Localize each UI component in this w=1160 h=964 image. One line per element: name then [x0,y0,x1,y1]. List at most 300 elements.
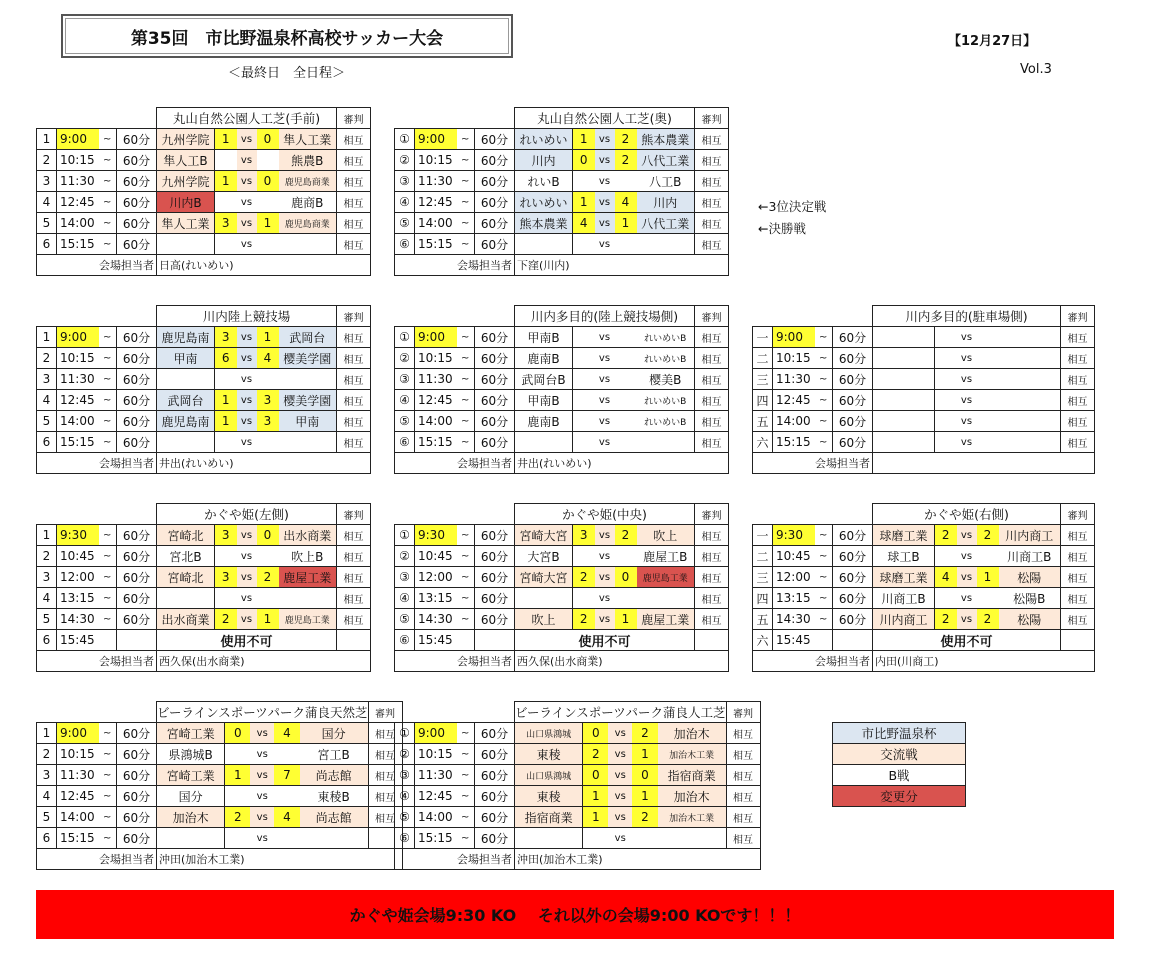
table-row [37,129,371,150]
duration: 60分 [117,744,157,765]
away-team: 川内商工 [999,525,1061,546]
vs-label: vs [237,192,257,213]
home-score: 1 [225,765,251,786]
home-score [573,348,595,369]
vs-label: vs [957,546,977,567]
staff-name: 下窪(川内) [515,255,729,276]
away-score: 3 [257,390,279,411]
staff-name: 西久保(出水商業) [515,651,729,672]
home-team: 宮北B [157,546,215,567]
staff-name: 井出(れいめい) [157,453,371,474]
staff-name: 内田(川商工) [873,651,1095,672]
tilde: ~ [457,828,475,849]
kickoff-time: 10:15 [57,744,99,765]
table-row [395,807,761,828]
row-number: ⑤ [395,411,415,432]
table-row [37,546,371,567]
row-number: 4 [37,588,57,609]
judge-cell: 相互 [337,171,371,192]
away-score [615,546,637,567]
table-row [37,630,371,651]
away-team: 鹿児島工業 [279,609,337,630]
judge-cell: 相互 [695,129,729,150]
kickoff-time: 13:15 [57,588,99,609]
table-row [753,609,1095,630]
table-row [753,630,1095,651]
vs-label: vs [595,213,615,234]
home-team: 指宿商業 [515,807,583,828]
away-team [300,828,368,849]
home-score: 1 [215,171,237,192]
home-score: 3 [215,327,237,348]
header-blank [753,504,873,525]
kickoff-time: 11:30 [415,369,457,390]
away-team: 熊本農業 [637,129,695,150]
tilde: ~ [457,765,475,786]
duration: 60分 [117,588,157,609]
duration: 60分 [475,807,515,828]
row-number: ⑥ [395,828,415,849]
row-number: ② [395,150,415,171]
tilde: ~ [99,546,117,567]
tilde: ~ [457,432,475,453]
vs-label: vs [237,348,257,369]
kickoff-time: 10:45 [773,546,815,567]
venue-name: 川内多目的(陸上競技場側) [515,306,695,327]
judge-cell: 相互 [337,369,371,390]
staff-name: 沖田(加治木工業) [515,849,761,870]
judge-cell: 相互 [337,609,371,630]
duration: 60分 [117,567,157,588]
away-score: 4 [274,723,300,744]
duration: 60分 [117,786,157,807]
kickoff-time: 15:15 [415,828,457,849]
away-score: 2 [615,129,637,150]
kickoff-banner: かぐや姫会場9:30 KO それ以外の会場9:00 KOです！！！ [36,890,1114,939]
row-number: ① [395,525,415,546]
duration: 60分 [117,432,157,453]
home-team: 宮崎工業 [157,765,225,786]
venue-table [752,305,1095,474]
duration: 60分 [475,567,515,588]
vs-label: vs [237,432,257,453]
home-score: 2 [583,744,609,765]
row-number: 三 [753,369,773,390]
home-team: 九州学院 [157,129,215,150]
staff-label: 会場担当者 [395,651,515,672]
duration: 60分 [117,609,157,630]
page-title [61,14,513,58]
row-number: 二 [753,348,773,369]
tilde: ~ [99,369,117,390]
judge-cell: 相互 [1061,369,1095,390]
vs-label: vs [237,567,257,588]
judge-cell: 相互 [695,234,729,255]
duration: 60分 [833,609,873,630]
venue-table [36,107,371,276]
kickoff-time: 13:15 [773,588,815,609]
vs-label: vs [595,390,615,411]
row-number: ④ [395,588,415,609]
away-team: 樱美学園 [279,390,337,411]
row-number: ⑥ [395,234,415,255]
away-score: 2 [615,150,637,171]
home-team: 球工B [873,546,935,567]
judge-cell: 相互 [1061,525,1095,546]
judge-cell: 相互 [1061,588,1095,609]
home-team: 甲南 [157,348,215,369]
tilde: ~ [99,234,117,255]
away-team: 出水商業 [279,525,337,546]
duration: 60分 [117,234,157,255]
table-row [395,192,729,213]
home-team: 山口県鴻城 [515,723,583,744]
tilde: ~ [457,327,475,348]
home-score: 2 [935,609,957,630]
away-team [999,411,1061,432]
table-row [753,390,1095,411]
duration: 60分 [117,390,157,411]
row-number: 一 [753,327,773,348]
home-team [873,432,935,453]
home-score: 0 [225,723,251,744]
judge-header: 審判 [695,108,729,129]
row-number: 2 [37,150,57,171]
duration: 60分 [833,525,873,546]
away-team: 尚志館 [300,765,368,786]
kickoff-time: 15:15 [415,432,457,453]
home-team: 隼人工B [157,150,215,171]
home-team: 武岡台B [515,369,573,390]
away-team [279,588,337,609]
tilde: ~ [815,348,833,369]
vs-label: vs [595,411,615,432]
staff-label: 会場担当者 [37,849,157,870]
tilde: ~ [99,213,117,234]
venue-table [752,503,1095,672]
table-row [395,567,729,588]
tilde: ~ [815,390,833,411]
duration: 60分 [117,129,157,150]
away-score [257,588,279,609]
staff-name: 日高(れいめい) [157,255,371,276]
home-team [157,588,215,609]
tilde: ~ [457,588,475,609]
venue-name: かぐや姫(中央) [515,504,695,525]
table-row [753,432,1095,453]
duration: 60分 [117,348,157,369]
table-row [395,348,729,369]
tilde: ~ [457,213,475,234]
vs-label: vs [957,609,977,630]
away-team: 樱美学園 [279,348,337,369]
vs-label: vs [957,525,977,546]
home-score: 1 [573,192,595,213]
table-row [395,390,729,411]
row-number: 四 [753,588,773,609]
tilde [99,630,117,651]
away-team [999,348,1061,369]
table-row [395,744,761,765]
home-score: 0 [583,723,609,744]
vs-label: vs [237,390,257,411]
kickoff-time: 10:45 [57,546,99,567]
away-team: 鹿児島商業 [279,213,337,234]
row-number: 1 [37,327,57,348]
tilde: ~ [815,567,833,588]
judge-cell: 相互 [695,150,729,171]
kickoff-time: 9:00 [57,723,99,744]
table-row [37,432,371,453]
tilde: ~ [99,150,117,171]
duration: 60分 [833,567,873,588]
home-score [573,432,595,453]
duration: 60分 [833,546,873,567]
row-number: 5 [37,213,57,234]
judge-cell: 相互 [695,588,729,609]
kickoff-time: 10:15 [415,744,457,765]
kickoff-time: 11:30 [773,369,815,390]
kickoff-time: 15:15 [57,432,99,453]
judge-cell: 相互 [368,765,402,786]
tilde: ~ [99,723,117,744]
table-row [753,588,1095,609]
home-score [573,171,595,192]
staff-label: 会場担当者 [753,651,873,672]
vs-label: vs [957,567,977,588]
judge-cell: 相互 [337,546,371,567]
vs-label: vs [250,765,274,786]
tilde: ~ [815,327,833,348]
away-team: 熊農B [279,150,337,171]
duration: 60分 [475,192,515,213]
kickoff-time: 11:30 [57,369,99,390]
kickoff-time: 15:15 [57,234,99,255]
judge-cell: 相互 [337,567,371,588]
kickoff-time: 10:15 [415,348,457,369]
away-score: 2 [632,723,658,744]
duration: 60分 [117,171,157,192]
away-score [977,411,999,432]
away-score: 2 [632,807,658,828]
home-team: 出水商業 [157,609,215,630]
away-score [615,171,637,192]
away-score: 0 [632,765,658,786]
row-number: ④ [395,786,415,807]
table-row [395,765,761,786]
vs-label: vs [608,828,632,849]
home-score [215,369,237,390]
date-label: 【12月27日】 [948,34,1037,49]
judge-cell: 相互 [695,369,729,390]
away-team: 鹿児島商業 [279,171,337,192]
duration: 60分 [475,327,515,348]
kickoff-time: 12:45 [57,390,99,411]
away-team: 樱美B [637,369,695,390]
venue-name: かぐや姫(左側) [157,504,337,525]
row-number: ⑥ [395,432,415,453]
kickoff-time: 9:30 [773,525,815,546]
kickoff-time: 15:15 [773,432,815,453]
table-row [37,234,371,255]
kickoff-time: 12:45 [57,786,99,807]
away-score: 7 [274,765,300,786]
away-team: れいめいB [637,390,695,411]
row-number: 五 [753,609,773,630]
row-number: ② [395,546,415,567]
table-row [37,192,371,213]
kickoff-time: 15:45 [773,630,815,651]
duration [117,630,157,651]
home-team: 武岡台 [157,390,215,411]
duration: 60分 [475,723,515,744]
row-number: ⑤ [395,213,415,234]
duration: 60分 [117,411,157,432]
home-team [873,411,935,432]
kickoff-time: 9:00 [57,327,99,348]
kickoff-time: 10:15 [57,150,99,171]
row-number: ① [395,327,415,348]
kickoff-time: 11:30 [415,171,457,192]
home-team: 県鴻城B [157,744,225,765]
venue-name: ビーラインスポーツパーク蒲良人工芝 [515,702,727,723]
vs-label: vs [595,192,615,213]
home-score [573,546,595,567]
duration: 60分 [117,765,157,786]
duration: 60分 [475,171,515,192]
home-team: 鹿児島南 [157,327,215,348]
row-number: 二 [753,546,773,567]
table-row [37,369,371,390]
header-blank [37,702,157,723]
away-team: 加治木工業 [658,744,726,765]
home-score [935,411,957,432]
header-blank [395,702,515,723]
home-team: 吹上 [515,609,573,630]
judge-header: 審判 [337,504,371,525]
table-row [37,828,403,849]
staff-label: 会場担当者 [37,255,157,276]
vs-label: vs [595,588,615,609]
tilde: ~ [99,567,117,588]
duration [833,630,873,651]
kickoff-time: 9:00 [415,129,457,150]
row-number: ② [395,348,415,369]
home-team [515,432,573,453]
kickoff-time: 12:45 [415,786,457,807]
tilde: ~ [457,171,475,192]
judge-cell [695,630,729,651]
away-score [274,786,300,807]
vs-label: vs [595,609,615,630]
away-team: 吹上B [279,546,337,567]
home-team: 川内商工 [873,609,935,630]
duration: 60分 [117,213,157,234]
duration: 60分 [833,411,873,432]
away-score: 4 [615,192,637,213]
away-team [637,234,695,255]
tilde: ~ [457,192,475,213]
away-team [999,390,1061,411]
home-score [573,369,595,390]
home-score: 4 [935,567,957,588]
judge-cell: 相互 [337,588,371,609]
home-team: 宮崎北 [157,525,215,546]
venue-name: 丸山自然公園人工芝(手前) [157,108,337,129]
header-blank [395,504,515,525]
duration: 60分 [117,369,157,390]
away-team: 吹上 [637,525,695,546]
home-team: 甲南B [515,327,573,348]
away-team: 甲南 [279,411,337,432]
home-team: 国分 [157,786,225,807]
duration: 60分 [117,828,157,849]
kickoff-time: 14:00 [415,411,457,432]
home-team [873,390,935,411]
tilde: ~ [815,546,833,567]
away-score: 1 [257,609,279,630]
table-row [753,348,1095,369]
home-team: 川内 [515,150,573,171]
venue-table [36,503,371,672]
judge-cell: 相互 [1061,609,1095,630]
judge-cell: 相互 [695,432,729,453]
tilde: ~ [99,327,117,348]
row-number: 5 [37,609,57,630]
home-team: 鹿南B [515,348,573,369]
vs-label: vs [608,723,632,744]
away-team: 国分 [300,723,368,744]
home-score: 1 [583,807,609,828]
row-number: ④ [395,192,415,213]
tilde: ~ [99,411,117,432]
home-score: 1 [215,411,237,432]
home-team: 宮崎工業 [157,723,225,744]
tilde: ~ [99,348,117,369]
row-number: 五 [753,411,773,432]
judge-cell: 相互 [726,828,760,849]
away-team [279,432,337,453]
table-row [395,828,761,849]
home-team: れいB [515,171,573,192]
kickoff-time: 14:30 [773,609,815,630]
tilde [457,630,475,651]
away-score: 1 [977,567,999,588]
away-team: れいめいB [637,327,695,348]
judge-cell: 相互 [695,525,729,546]
away-team: 指宿商業 [658,765,726,786]
away-score [257,546,279,567]
home-team: 山口県鴻城 [515,765,583,786]
home-team: 東稜 [515,744,583,765]
home-score: 3 [573,525,595,546]
away-team: 鹿屋工業 [637,609,695,630]
judge-cell: 相互 [337,150,371,171]
duration [475,630,515,651]
away-team: れいめいB [637,411,695,432]
home-score [935,348,957,369]
away-team: 松陽 [999,609,1061,630]
home-team: 大宮B [515,546,573,567]
table-row [395,546,729,567]
row-number: 1 [37,723,57,744]
judge-cell: 相互 [695,327,729,348]
tilde: ~ [457,150,475,171]
vs-label: vs [595,327,615,348]
away-score [615,588,637,609]
judge-cell: 相互 [1061,411,1095,432]
unusable-label: 使用不可 [515,630,695,651]
